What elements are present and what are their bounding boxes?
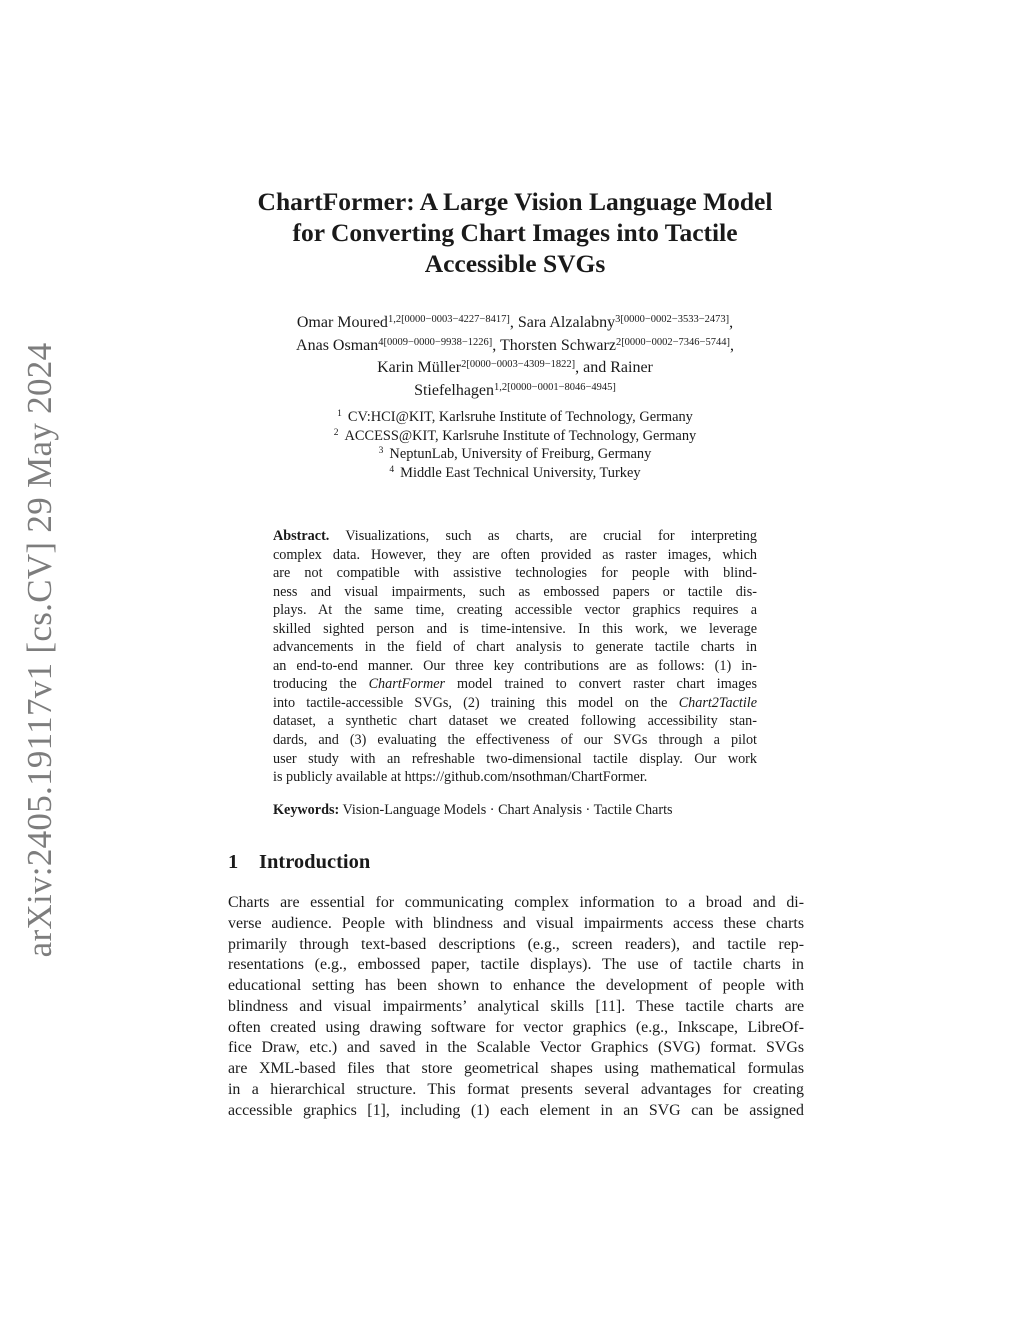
body-line: verse audience. People with blindness and visual impairments access these charts (228, 914, 804, 932)
author-name: Anas Osman (296, 336, 379, 354)
body-line: fice Draw, etc.) and saved in the Scalable Vector Graphics (SVG) format. SVGs (228, 1039, 804, 1057)
paper-title (205, 186, 825, 279)
affiliation (205, 408, 825, 427)
keywords-label: Keywords: (273, 802, 340, 818)
title-line: ChartFormer: A Large Vision Language Model (257, 187, 773, 216)
body-line: primarily through text-based descriptions (e.g., screen readers), and tactile rep- (228, 935, 804, 953)
keywords-text: Vision-Language Models · Chart Analysis · Tactile Charts (339, 802, 673, 818)
keywords (273, 801, 757, 820)
body-line: in a hierarchical structure. This format presents several advantages for creating (228, 1080, 804, 1098)
author-orcid: 3[0000−0002−3533−2473] (615, 314, 730, 325)
abstract-line (273, 527, 757, 546)
abstract-line (273, 675, 757, 694)
abstract-line: dards, and (3) evaluating the effectiveness of our SVGs through a pilot (273, 732, 757, 749)
author-orcid: 4[0009−0000−9938−1226] (378, 336, 493, 348)
body-line: resentations (e.g., embossed paper, tactile displays). The use of tactile charts in (228, 956, 804, 974)
abstract-text: model trained to convert raster chart images (445, 676, 757, 693)
abstract-text: Visualizations, such as charts, are crucial for interpreting (329, 528, 757, 544)
author-line (205, 380, 825, 403)
author-name: Omar Moured (296, 314, 388, 331)
abstract-line: complex data. However, they are often provided as raster images, which (273, 546, 757, 563)
arxiv-stamp-text: arXiv:2405.19117v1 [cs.CV] 29 May 2024 (20, 342, 59, 958)
section-number: 1 (228, 851, 239, 873)
abstract-line: an end-to-end manner. Our three key contributions are as follows: (1) in- (273, 657, 757, 674)
body-line: accessible graphics [1], including (1) each element in an SVG can be assigned (228, 1101, 804, 1119)
author-line (205, 357, 825, 380)
affiliation (205, 445, 825, 464)
body-line: educational setting has been shown to enhance the development of people with (228, 977, 804, 994)
affiliation-text: Middle East Technical University, Turkey (400, 464, 641, 481)
abstract-line: plays. At the same time, creating accessible vector graphics requires a (273, 602, 757, 619)
abstract-line: user study with an refreshable two-dimensional tactile display. Our work (273, 750, 757, 767)
abstract-line: dataset, a synthetic chart dataset we created following accessibility stan- (273, 713, 757, 730)
abstract-line: advancements in the field of chart analysis to generate tactile charts in (273, 639, 757, 656)
section-heading (228, 851, 370, 874)
abstract-line: are not compatible with assistive technologies for people with blind- (273, 565, 757, 582)
author-orcid: 1,2[0000−0003−4227−8417] (387, 314, 510, 325)
abstract-text: into tactile-accessible SVGs, (2) training this model on the (273, 694, 679, 711)
dataset-name: Chart2Tactile (678, 694, 757, 711)
introduction-paragraph (228, 893, 804, 1121)
affiliation-list (205, 408, 825, 482)
body-line: blindness and visual impairments’ analytical skills [11]. These tactile charts are (228, 997, 804, 1015)
author-name: Stiefelhagen (414, 381, 495, 399)
affiliation-text: ACCESS@KIT, Karlsruhe Institute of Technology, Germany (344, 427, 697, 444)
affiliation-text: CV:HCI@KIT, Karlsruhe Institute of Technology, Germany (347, 409, 693, 425)
author-orcid: 1,2[0000−0001−8046−4945] (494, 381, 616, 393)
affiliation-number: 1 (337, 409, 342, 419)
author-line (205, 335, 825, 358)
abstract-text: troducing the (273, 676, 369, 693)
model-name: ChartFormer (368, 676, 446, 693)
abstract-line: ness and visual impairments, such as embossed papers or tactile dis- (273, 583, 757, 600)
affiliation-number: 4 (389, 464, 395, 475)
title-line: Accessible SVGs (424, 249, 606, 278)
section-title: Introduction (259, 851, 371, 873)
author-name: , Sara Alzalabny (509, 314, 616, 331)
author-name: Karin Müller (377, 359, 462, 376)
body-line: often created using drawing software for vector graphics (e.g., Inkscape, LibreOf- (228, 1018, 804, 1036)
abstract-line: is publicly available at https://github.com/nsothman/ChartFormer. (273, 769, 648, 786)
author-orcid: 2[0000−0002−7346−5744] (615, 336, 730, 348)
author-separator: , and Rainer (575, 359, 653, 376)
author-separator: , (729, 314, 734, 331)
abstract (273, 527, 757, 787)
affiliation-number: 2 (333, 427, 339, 438)
author-name: , Thorsten Schwarz (492, 336, 616, 354)
title-line: for Converting Chart Images into Tactile (292, 218, 738, 247)
author-line (205, 312, 825, 335)
abstract-line: skilled sighted person and is time-intensive. In this work, we leverage (273, 620, 757, 637)
affiliation-number: 3 (378, 446, 384, 456)
affiliation-text: NeptunLab, University of Freiburg, Germany (389, 446, 652, 462)
body-line: Charts are essential for communicating complex information to a broad and di- (228, 894, 804, 911)
abstract-line (273, 694, 757, 713)
affiliation (205, 464, 825, 483)
abstract-label: Abstract. (273, 528, 330, 544)
affiliation (205, 427, 825, 446)
body-line: are XML-based files that store geometrical shapes using mathematical formulas (228, 1060, 804, 1077)
author-list (205, 312, 825, 402)
author-orcid: 2[0000−0003−4309−1822] (461, 359, 576, 370)
author-separator: , (729, 336, 734, 354)
